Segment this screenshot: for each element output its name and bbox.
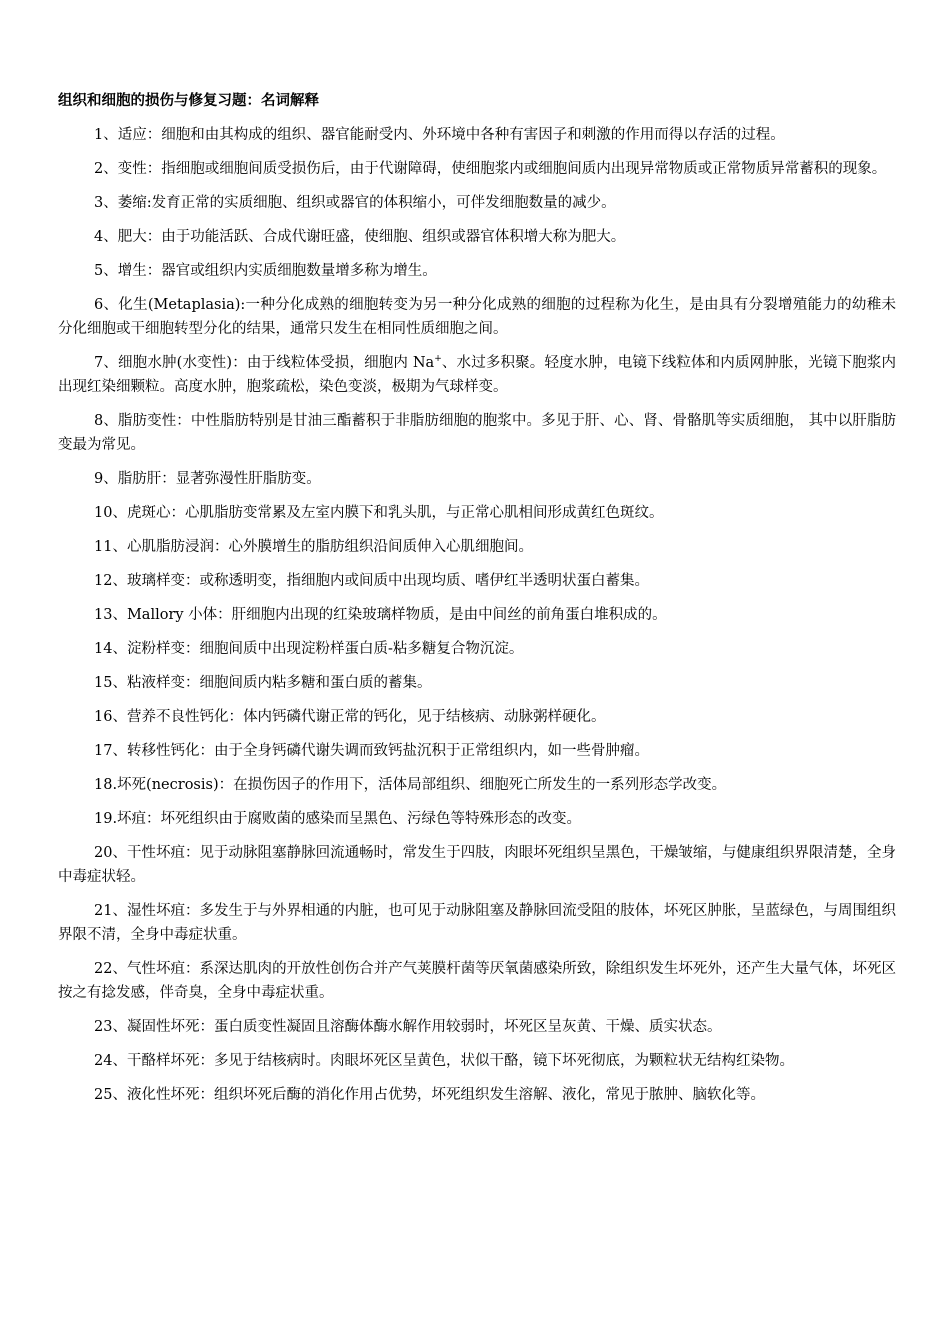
definition-item: 2、变性：指细胞或细胞间质受损伤后，由于代谢障碍，使细胞浆内或细胞间质内出现异常物质或正常物质异常蓄积的现象。 bbox=[94, 161, 887, 177]
definition-item: 25、液化性坏死：组织坏死后酶的消化作用占优势，坏死组织发生溶解、液化，常见于脓肿、脑软化等。 bbox=[94, 1087, 765, 1103]
definition-text: 、水过多积聚。轻度水肿，电镜下线粒体和内质网肿胀，光镜下胞浆内出现红染细颗粒。高度水肿，胞浆疏松，染色变淡，极期为气球样变。 bbox=[58, 355, 897, 395]
definition-item: 16、营养不良性钙化：体内钙磷代谢正常的钙化，见于结核病、动脉粥样硬化。 bbox=[94, 709, 606, 725]
definition-item bbox=[58, 351, 896, 399]
definition-item: 23、凝固性坏死：蛋白质变性凝固且溶酶体酶水解作用较弱时，坏死区呈灰黄、干燥、质实状态。 bbox=[94, 1019, 722, 1035]
superscript-plus: + bbox=[434, 354, 442, 365]
definition-item: 12、玻璃样变：或称透明变，指细胞内或间质中出现均质、嗜伊红半透明状蛋白蓄集。 bbox=[94, 573, 649, 589]
definition-item: 5、增生：器官或组织内实质细胞数量增多称为增生。 bbox=[94, 263, 437, 279]
definition-item: 14、淀粉样变：细胞间质中出现淀粉样蛋白质-粘多糖复合物沉淀。 bbox=[94, 641, 524, 657]
definition-item: 10、虎斑心：心肌脂肪变常累及左室内膜下和乳头肌，与正常心肌相间形成黄红色斑纹。 bbox=[94, 505, 664, 521]
document-title: 组织和细胞的损伤与修复习题：名词解释 bbox=[58, 93, 319, 109]
definition-item: 22、气性坏疽：系深达肌肉的开放性创伤合并产气荚膜杆菌等厌氧菌感染所致，除组织发生坏死外，还产生大量气体，坏死区按之有捻发感，伴奇臭，全身中毒症状重。 bbox=[58, 961, 896, 1001]
definition-item: 13、Mallory 小体：肝细胞内出现的红染玻璃样物质，是由中间丝的前角蛋白堆积成的。 bbox=[94, 607, 667, 623]
definition-item: 1、适应：细胞和由其构成的组织、器官能耐受内、外环境中各种有害因子和刺激的作用而得以存活的过程。 bbox=[94, 127, 785, 143]
definition-list bbox=[58, 123, 896, 1117]
definition-item: 15、粘液样变：细胞间质内粘多糖和蛋白质的蓄集。 bbox=[94, 675, 432, 691]
definition-item: 3、萎缩:发育正常的实质细胞、组织或器官的体积缩小，可伴发细胞数量的减少。 bbox=[94, 195, 616, 211]
definition-text: 7、细胞水肿(水变性)：由于线粒体受损，细胞内 Na bbox=[94, 355, 435, 371]
definition-item: 18.坏死(necrosis)：在损伤因子的作用下，活体局部组织、细胞死亡所发生的一系列形态学改变。 bbox=[94, 777, 727, 793]
definition-item: 20、干性坏疽：见于动脉阻塞静脉回流通畅时，常发生于四肢，肉眼坏死组织呈黑色，干燥皱缩，与健康组织界限清楚，全身中毒症状轻。 bbox=[58, 845, 896, 885]
definition-item: 17、转移性钙化：由于全身钙磷代谢失调而致钙盐沉积于正常组织内，如一些骨肿瘤。 bbox=[94, 743, 649, 759]
definition-item: 4、肥大：由于功能活跃、合成代谢旺盛，使细胞、组织或器官体积增大称为肥大。 bbox=[94, 229, 626, 245]
definition-item: 21、湿性坏疽：多发生于与外界相通的内脏，也可见于动脉阻塞及静脉回流受阻的肢体，坏死区肿胀，呈蓝绿色，与周围组织界限不清，全身中毒症状重。 bbox=[58, 903, 896, 943]
definition-item: 24、干酪样坏死：多见于结核病时。肉眼坏死区呈黄色，状似干酪，镜下坏死彻底，为颗粒状无结构红染物。 bbox=[94, 1053, 794, 1069]
definition-item: 6、化生(Metaplasia):一种分化成熟的细胞转变为另一种分化成熟的细胞的过程称为化生，是由具有分裂增殖能力的幼稚未分化细胞或干细胞转型分化的结果，通常只发生在相同性质细胞之间。 bbox=[58, 297, 896, 337]
definition-item: 8、脂肪变性：中性脂肪特别是甘油三酯蓄积于非脂肪细胞的胞浆中。多见于肝、心、肾、骨骼肌等实质细胞， 其中以肝脂肪变最为常见。 bbox=[58, 413, 896, 453]
definition-item: 11、心肌脂肪浸润：心外膜增生的脂肪组织沿间质伸入心肌细胞间。 bbox=[94, 539, 533, 555]
definition-item: 9、脂肪肝：显著弥漫性肝脂肪变。 bbox=[94, 471, 321, 487]
definition-item: 19.坏疽：坏死组织由于腐败菌的感染而呈黑色、污绿色等特殊形态的改变。 bbox=[94, 811, 582, 827]
